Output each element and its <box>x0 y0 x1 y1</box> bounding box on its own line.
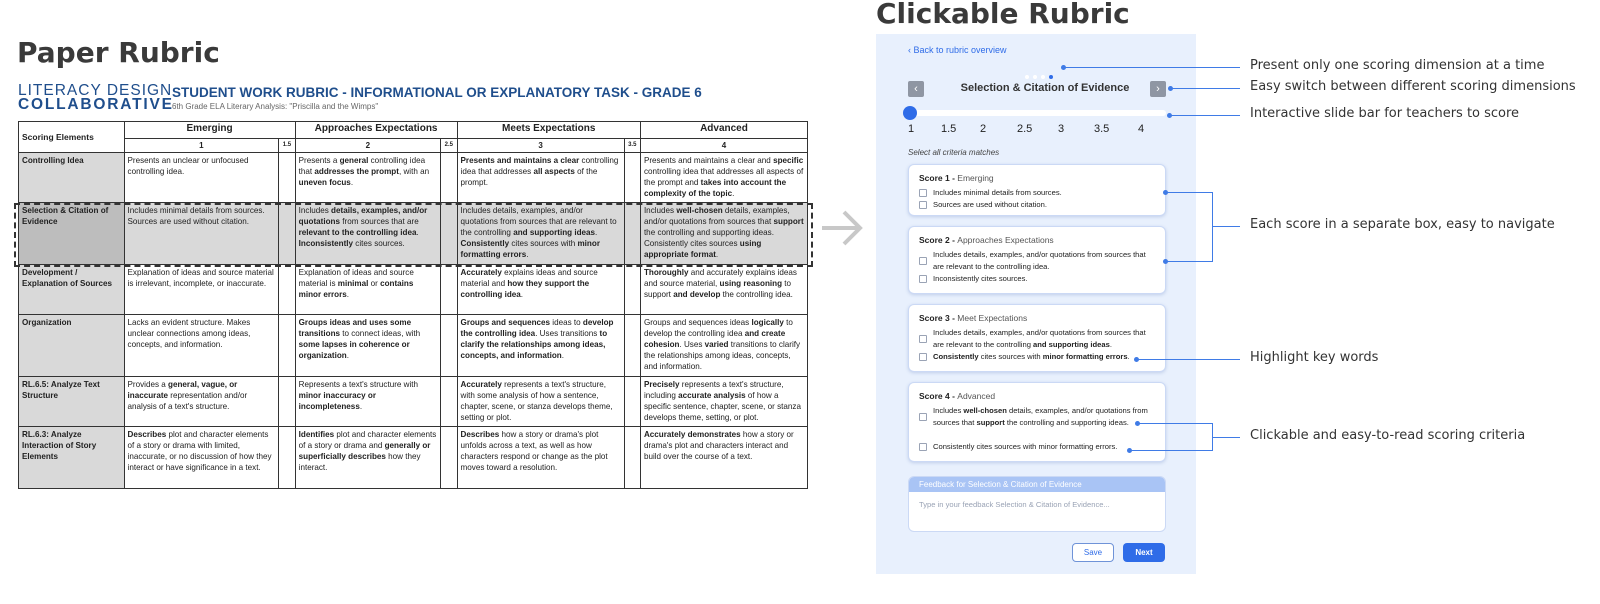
score-box-title <box>919 391 995 401</box>
criteria-cell-advanced: Includes well-chosen details, examples, and/or quotations from sources that support the controlling and supporting ideas. Consistently cites sources using appropriate format. <box>640 203 807 265</box>
criteria-item[interactable] <box>919 441 1159 453</box>
score-box <box>908 304 1166 372</box>
criteria-text: Includes well-chosen details, examples, and/or quotations from sources that support the controlling and supporting ideas. <box>933 406 1148 427</box>
criteria-checkbox[interactable] <box>919 413 927 421</box>
annotation-line <box>1170 115 1240 116</box>
criteria-checkbox[interactable] <box>919 353 927 361</box>
slider-tick-label[interactable]: 1.5 <box>941 123 957 135</box>
criteria-item[interactable] <box>919 187 1159 199</box>
score-box <box>908 226 1166 294</box>
annotation-line <box>1171 88 1240 89</box>
slider-tick-label[interactable]: 3 <box>1058 123 1065 135</box>
annotation-line <box>1130 450 1212 451</box>
paper-rubric-heading: Paper Rubric <box>17 36 220 69</box>
criteria-cell-meets: Accurately represents a text's structure, with some analysis of how a sentence, chapter, scene, or stanza develops theme, setting or plot. <box>457 377 624 427</box>
criteria-checkbox[interactable] <box>919 335 927 343</box>
select-criteria-note: Select all criteria matches <box>908 148 1000 157</box>
score-header: 1.5 <box>279 139 295 153</box>
paper-rubric-table <box>18 121 808 489</box>
criteria-cell-meets: Describes how a story or drama's plot unfolds across a text, as well as how characters respond or change as the plot moves toward a resolution. <box>457 427 624 489</box>
level-header-emerging: Emerging <box>124 122 295 139</box>
score-header: 1 <box>124 139 279 153</box>
score-level-name: Advanced <box>957 391 996 401</box>
half-score-cell <box>279 377 295 427</box>
annotation-line <box>1138 423 1212 424</box>
level-header-meets: Meets Expectations <box>457 122 640 139</box>
criteria-item[interactable] <box>919 405 1159 429</box>
scoring-elements-header: Scoring Elements <box>19 122 125 153</box>
save-button[interactable]: Save <box>1072 543 1114 562</box>
criteria-text: Includes minimal details from sources. <box>933 188 1062 197</box>
annotation-line <box>1166 261 1213 262</box>
chevron-left-icon: ‹ <box>914 83 918 95</box>
scoring-element-cell: RL.6.5: Analyze Text Structure <box>19 377 125 427</box>
scoring-element-cell: RL.6.3: Analyze Interaction of Story Elements <box>19 427 125 489</box>
half-score-cell <box>441 265 457 315</box>
half-score-cell <box>441 315 457 377</box>
annotation-one-dimension: Present only one scoring dimension at a time <box>1250 58 1545 73</box>
slider-tick-label[interactable]: 2 <box>980 123 987 135</box>
annotation-line <box>1212 437 1240 438</box>
rubric-row <box>19 315 808 377</box>
score-box-title <box>919 235 1054 245</box>
arrow-right-icon <box>820 208 864 248</box>
criteria-item[interactable] <box>919 249 1159 273</box>
criteria-cell-emerging: Describes plot and character elements of a story or drama with limited, inaccurate, or no discussion of how they interact or have significance in a text. <box>124 427 279 489</box>
annotation-bracket <box>1212 192 1213 262</box>
criteria-cell-advanced: Groups and sequences ideas logically to develop the controlling idea and create cohesion. Uses varied transitions to clarify the relationships among ideas, concepts, and information. <box>640 315 807 377</box>
rubric-row <box>19 265 808 315</box>
annotation-line <box>1212 226 1240 227</box>
annotation-slide-bar: Interactive slide bar for teachers to score <box>1250 106 1520 121</box>
score-slider-handle[interactable] <box>903 106 917 120</box>
literacy-design-collaborative-logo <box>18 84 174 112</box>
scoring-element-cell: Selection & Citation of Evidence <box>19 203 125 265</box>
criteria-cell-meets: Presents and maintains a clear controlling idea that addresses all aspects of the prompt. <box>457 153 624 203</box>
criteria-cell-advanced: Presents and maintains a clear and specific controlling idea that addresses all aspects of the prompt and takes into account the complexity of the topic. <box>640 153 807 203</box>
pager-dot[interactable] <box>1033 75 1037 79</box>
criteria-cell-advanced: Precisely represents a text's structure, including accurate analysis of how a specific sentence, chapter, scene, or stanza develops theme, setting, or plot. <box>640 377 807 427</box>
highlighted-row-outline <box>14 203 813 267</box>
criteria-text: Sources are used without citation. <box>933 200 1047 209</box>
slider-tick-label[interactable]: 1 <box>908 123 915 135</box>
criteria-cell-approaches: Explanation of ideas and source material is minimal or contains minor errors. <box>295 265 441 315</box>
criteria-text: Consistently cites sources with minor formatting errors. <box>933 352 1130 361</box>
criteria-cell-emerging: Explanation of ideas and source material is irrelevant, incomplete, or inaccurate. <box>124 265 279 315</box>
dimension-title: Selection & Citation of Evidence <box>960 82 1130 94</box>
criteria-cell-approaches: Includes details, examples, and/or quotations from sources that are relevant to the controlling idea. Inconsistently cites sources. <box>295 203 441 265</box>
scoring-element-cell: Development / Explanation of Sources <box>19 265 125 315</box>
score-header: 4 <box>640 139 807 153</box>
slider-tick-label[interactable]: 4 <box>1138 123 1145 135</box>
criteria-text: Includes details, examples, and/or quotations from sources that are relevant to the controlling and supporting ideas. <box>933 328 1146 349</box>
level-header-approaches: Approaches Expectations <box>295 122 457 139</box>
half-score-cell <box>279 315 295 377</box>
criteria-checkbox[interactable] <box>919 257 927 265</box>
half-score-cell <box>624 427 640 489</box>
criteria-cell-emerging: Lacks an evident structure. Makes unclear connections among ideas, concepts, and information. <box>124 315 279 377</box>
annotation-line <box>1166 192 1213 193</box>
half-score-cell <box>624 265 640 315</box>
logo-line-2: COLLABORATIVE <box>18 96 174 113</box>
rubric-row <box>19 153 808 203</box>
score-level-name: Emerging <box>957 173 994 183</box>
half-score-cell <box>624 377 640 427</box>
annotation-line <box>1064 67 1240 68</box>
half-score-cell <box>441 427 457 489</box>
rubric-title: STUDENT WORK RUBRIC - INFORMATIONAL OR EXPLANATORY TASK - GRADE 6 <box>172 85 702 100</box>
score-number: Score 3 - <box>919 313 958 323</box>
slider-tick-label[interactable]: 2.5 <box>1017 123 1033 135</box>
score-header: 2 <box>295 139 441 153</box>
annotation-clickable-criteria: Clickable and easy-to-read scoring criteria <box>1250 428 1526 443</box>
criteria-checkbox[interactable] <box>919 189 927 197</box>
criteria-cell-approaches: Presents a general controlling idea that addresses the prompt, with an uneven focus. <box>295 153 441 203</box>
criteria-item[interactable] <box>919 273 1159 285</box>
feedback-input[interactable]: Type in your feedback Selection & Citation of Evidence... <box>919 500 1110 509</box>
half-score-cell <box>441 377 457 427</box>
annotation-separate-box: Each score in a separate box, easy to navigate <box>1250 217 1555 232</box>
score-level-name: Meet Expectations <box>957 313 1028 323</box>
half-score-cell <box>624 315 640 377</box>
criteria-cell-advanced: Thoroughly and accurately explains ideas and source material, using reasoning to support and develop the controlling idea. <box>640 265 807 315</box>
slider-tick-label[interactable]: 3.5 <box>1094 123 1110 135</box>
half-score-cell <box>279 265 295 315</box>
half-score-cell <box>279 153 295 203</box>
score-box-title <box>919 313 1027 323</box>
rubric-row <box>19 427 808 489</box>
criteria-item[interactable] <box>919 199 1159 211</box>
score-box-title <box>919 173 994 183</box>
criteria-cell-meets: Accurately explains ideas and source material and how they support the controlling idea. <box>457 265 624 315</box>
score-number: Score 1 - <box>919 173 958 183</box>
chevron-left-icon: ‹ <box>908 45 911 55</box>
score-number: Score 4 - <box>919 391 958 401</box>
score-header: 2.5 <box>441 139 457 153</box>
criteria-checkbox[interactable] <box>919 201 927 209</box>
next-button[interactable]: Next <box>1123 543 1165 562</box>
score-header: 3.5 <box>624 139 640 153</box>
annotation-easy-switch: Easy switch between different scoring dimensions <box>1250 79 1576 94</box>
half-score-cell <box>624 153 640 203</box>
criteria-item[interactable] <box>919 351 1159 363</box>
pager-dot[interactable] <box>1041 75 1045 79</box>
pager-dot-active[interactable] <box>1049 75 1053 79</box>
criteria-cell-emerging: Provides a general, vague, or inaccurate representation and/or analysis of a text's structure. <box>124 377 279 427</box>
feedback-box[interactable] <box>908 476 1166 532</box>
score-slider-track[interactable] <box>911 110 1166 116</box>
back-to-overview-link[interactable] <box>908 45 1007 55</box>
score-box <box>908 164 1166 216</box>
clickable-rubric-heading: Clickable Rubric <box>876 0 1130 30</box>
rubric-row <box>19 377 808 427</box>
annotation-line <box>1137 359 1240 360</box>
rubric-subtitle: 6th Grade ELA Literary Analysis: "Priscilla and the Wimps" <box>172 102 379 111</box>
score-number: Score 2 - <box>919 235 958 245</box>
score-level-name: Approaches Expectations <box>957 235 1054 245</box>
scoring-element-cell: Organization <box>19 315 125 377</box>
criteria-cell-approaches: Represents a text's structure with minor inaccuracy or incompleteness. <box>295 377 441 427</box>
criteria-cell-meets: Includes details, examples, and/or quotations from sources that are relevant to the controlling and supporting ideas. Consistently cites sources with minor formatting errors. <box>457 203 624 265</box>
logo-line-1: LITERACY DESIGN <box>18 82 173 99</box>
criteria-cell-approaches: Groups ideas and uses some transitions to connect ideas, with some lapses in coherence or organization. <box>295 315 441 377</box>
criteria-cell-meets: Groups and sequences ideas to develop the controlling idea. Uses transitions to clarify the relationships among ideas, concepts, and information. <box>457 315 624 377</box>
criteria-text: Consistently cites sources with minor formatting errors. <box>933 442 1118 451</box>
criteria-text: Inconsistently cites sources. <box>933 274 1028 283</box>
criteria-cell-advanced: Accurately demonstrates how a story or drama's plot and characters interact and build over the course of a text. <box>640 427 807 489</box>
criteria-checkbox[interactable] <box>919 443 927 451</box>
level-header-advanced: Advanced <box>640 122 807 139</box>
half-score-cell <box>279 427 295 489</box>
chevron-right-icon: › <box>1156 83 1160 95</box>
previous-dimension-button[interactable] <box>908 81 924 97</box>
feedback-header: Feedback for Selection & Citation of Evidence <box>909 477 1165 492</box>
next-dimension-button[interactable] <box>1150 81 1166 97</box>
back-link-label: Back to rubric overview <box>913 45 1007 55</box>
score-header: 3 <box>457 139 624 153</box>
half-score-cell <box>441 153 457 203</box>
criteria-cell-emerging: Presents an unclear or unfocused controlling idea. <box>124 153 279 203</box>
scoring-element-cell: Controlling Idea <box>19 153 125 203</box>
criteria-cell-approaches: Identifies plot and character elements of a story or drama and generally or superficially describes how they interact. <box>295 427 441 489</box>
criteria-item[interactable] <box>919 327 1159 351</box>
criteria-cell-emerging: Includes minimal details from sources. Sources are used without citation. <box>124 203 279 265</box>
annotation-highlight: Highlight key words <box>1250 350 1379 365</box>
pager-dot[interactable] <box>1025 75 1029 79</box>
criteria-checkbox[interactable] <box>919 275 927 283</box>
criteria-text: Includes details, examples, and/or quotations from sources that are relevant to the controlling idea. <box>933 250 1146 271</box>
